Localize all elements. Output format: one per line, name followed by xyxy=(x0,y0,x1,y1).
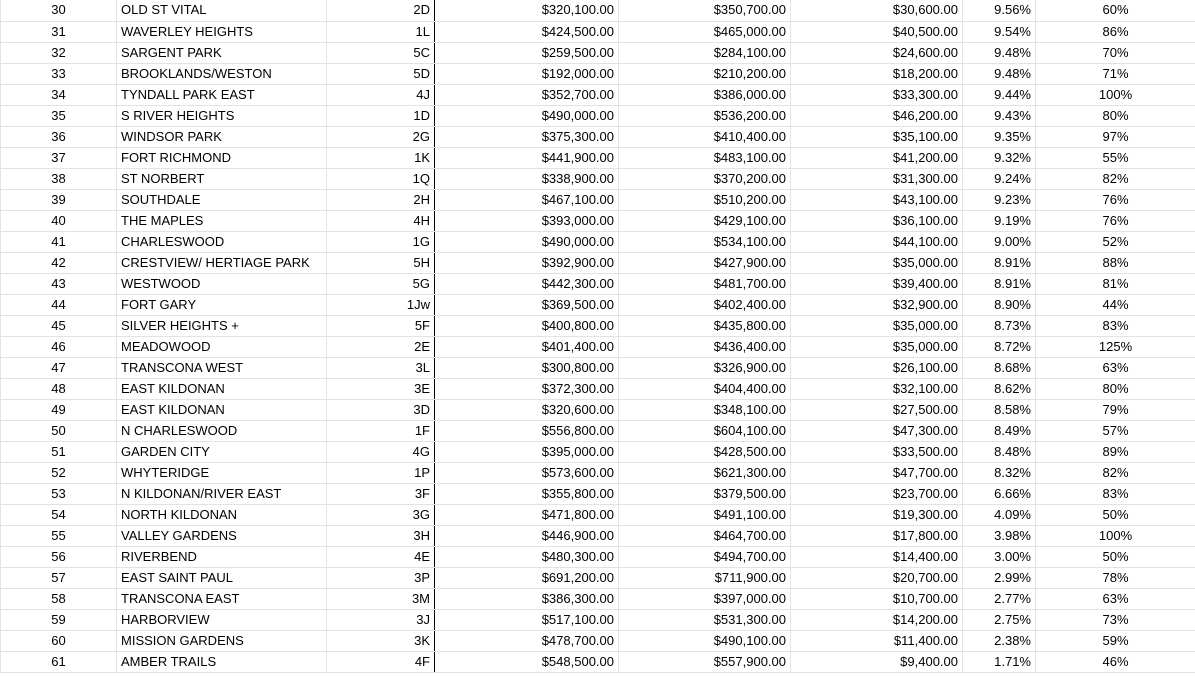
table-row xyxy=(1,294,1195,315)
table-row xyxy=(1,147,1195,168)
neighbourhood-cell[interactable]: THE MAPLES xyxy=(117,210,327,231)
area-code-cell[interactable]: 5G xyxy=(327,273,435,294)
change-amount-cell[interactable]: $35,000.00 xyxy=(791,252,963,273)
neighbourhood-cell[interactable]: WINDSOR PARK xyxy=(117,126,327,147)
area-code-cell[interactable]: 5F xyxy=(327,315,435,336)
neighbourhood-cell[interactable]: TRANSCONA EAST xyxy=(117,588,327,609)
ratio-cell[interactable]: 80% xyxy=(1036,105,1195,126)
previous-value-cell[interactable]: $691,200.00 xyxy=(435,567,619,588)
previous-value-cell[interactable]: $400,800.00 xyxy=(435,315,619,336)
change-percent-cell[interactable]: 2.99% xyxy=(963,567,1036,588)
table-row xyxy=(1,609,1195,630)
rank-cell[interactable]: 50 xyxy=(1,420,117,441)
area-code-cell[interactable]: 1G xyxy=(327,231,435,252)
rank-cell[interactable]: 45 xyxy=(1,315,117,336)
change-amount-cell[interactable]: $31,300.00 xyxy=(791,168,963,189)
area-code-cell[interactable]: 4G xyxy=(327,441,435,462)
current-value-cell[interactable]: $534,100.00 xyxy=(619,231,791,252)
ratio-cell[interactable]: 86% xyxy=(1036,21,1195,42)
area-code-cell[interactable]: 3G xyxy=(327,504,435,525)
area-code-cell[interactable]: 3P xyxy=(327,567,435,588)
current-value-cell[interactable]: $427,900.00 xyxy=(619,252,791,273)
change-amount-cell[interactable]: $20,700.00 xyxy=(791,567,963,588)
current-value-cell[interactable]: $536,200.00 xyxy=(619,105,791,126)
previous-value-cell[interactable]: $446,900.00 xyxy=(435,525,619,546)
change-amount-cell[interactable]: $19,300.00 xyxy=(791,504,963,525)
change-amount-cell[interactable]: $14,200.00 xyxy=(791,609,963,630)
previous-value-cell[interactable]: $490,000.00 xyxy=(435,105,619,126)
change-percent-cell[interactable]: 8.62% xyxy=(963,378,1036,399)
rank-cell[interactable]: 44 xyxy=(1,294,117,315)
current-value-cell[interactable]: $510,200.00 xyxy=(619,189,791,210)
change-amount-cell[interactable]: $36,100.00 xyxy=(791,210,963,231)
area-code-cell[interactable]: 1L xyxy=(327,21,435,42)
change-percent-cell[interactable]: 9.43% xyxy=(963,105,1036,126)
previous-value-cell[interactable]: $467,100.00 xyxy=(435,189,619,210)
area-code-cell[interactable]: 1F xyxy=(327,420,435,441)
area-code-cell[interactable]: 1D xyxy=(327,105,435,126)
current-value-cell[interactable]: $464,700.00 xyxy=(619,525,791,546)
previous-value-cell[interactable]: $386,300.00 xyxy=(435,588,619,609)
table-row xyxy=(1,630,1195,651)
area-code-cell[interactable]: 5H xyxy=(327,252,435,273)
change-amount-cell[interactable]: $32,100.00 xyxy=(791,378,963,399)
change-percent-cell[interactable]: 9.44% xyxy=(963,84,1036,105)
area-code-cell[interactable]: 2E xyxy=(327,336,435,357)
table-row xyxy=(1,357,1195,378)
previous-value-cell[interactable]: $490,000.00 xyxy=(435,231,619,252)
rank-cell[interactable]: 49 xyxy=(1,399,117,420)
change-amount-cell[interactable]: $24,600.00 xyxy=(791,42,963,63)
change-amount-cell[interactable]: $39,400.00 xyxy=(791,273,963,294)
rank-cell[interactable]: 42 xyxy=(1,252,117,273)
change-percent-cell[interactable]: 8.90% xyxy=(963,294,1036,315)
current-value-cell[interactable]: $348,100.00 xyxy=(619,399,791,420)
table-row xyxy=(1,63,1195,84)
ratio-cell[interactable]: 100% xyxy=(1036,84,1195,105)
ratio-cell[interactable]: 59% xyxy=(1036,630,1195,651)
area-code-cell[interactable]: 3E xyxy=(327,378,435,399)
change-amount-cell[interactable]: $26,100.00 xyxy=(791,357,963,378)
table-row xyxy=(1,105,1195,126)
rank-cell[interactable]: 31 xyxy=(1,21,117,42)
change-amount-cell[interactable]: $17,800.00 xyxy=(791,525,963,546)
ratio-cell[interactable]: 50% xyxy=(1036,504,1195,525)
change-percent-cell[interactable]: 8.91% xyxy=(963,273,1036,294)
ratio-cell[interactable]: 71% xyxy=(1036,63,1195,84)
neighbourhood-cell[interactable]: FORT RICHMOND xyxy=(117,147,327,168)
current-value-cell[interactable]: $494,700.00 xyxy=(619,546,791,567)
current-value-cell[interactable]: $621,300.00 xyxy=(619,462,791,483)
ratio-cell[interactable]: 89% xyxy=(1036,441,1195,462)
rank-cell[interactable]: 46 xyxy=(1,336,117,357)
change-amount-cell[interactable]: $46,200.00 xyxy=(791,105,963,126)
table-row xyxy=(1,273,1195,294)
current-value-cell[interactable]: $711,900.00 xyxy=(619,567,791,588)
ratio-cell[interactable]: 60% xyxy=(1036,0,1195,21)
area-code-cell[interactable]: 4J xyxy=(327,84,435,105)
current-value-cell[interactable]: $370,200.00 xyxy=(619,168,791,189)
ratio-cell[interactable]: 70% xyxy=(1036,42,1195,63)
rank-cell[interactable]: 30 xyxy=(1,0,117,21)
rank-cell[interactable]: 33 xyxy=(1,63,117,84)
change-percent-cell[interactable]: 3.00% xyxy=(963,546,1036,567)
previous-value-cell[interactable]: $517,100.00 xyxy=(435,609,619,630)
change-amount-cell[interactable]: $14,400.00 xyxy=(791,546,963,567)
neighbourhood-cell[interactable]: BROOKLANDS/WESTON xyxy=(117,63,327,84)
current-value-cell[interactable]: $326,900.00 xyxy=(619,357,791,378)
change-percent-cell[interactable]: 9.56% xyxy=(963,0,1036,21)
change-amount-cell[interactable]: $9,400.00 xyxy=(791,651,963,672)
previous-value-cell[interactable]: $355,800.00 xyxy=(435,483,619,504)
rank-cell[interactable]: 59 xyxy=(1,609,117,630)
change-amount-cell[interactable]: $18,200.00 xyxy=(791,63,963,84)
ratio-cell[interactable]: 82% xyxy=(1036,168,1195,189)
table-row xyxy=(1,399,1195,420)
change-percent-cell[interactable]: 2.38% xyxy=(963,630,1036,651)
table-row xyxy=(1,420,1195,441)
neighbourhood-cell[interactable]: SOUTHDALE xyxy=(117,189,327,210)
area-code-cell[interactable]: 1Jw xyxy=(327,294,435,315)
ratio-cell[interactable]: 55% xyxy=(1036,147,1195,168)
previous-value-cell[interactable]: $478,700.00 xyxy=(435,630,619,651)
area-code-cell[interactable]: 4H xyxy=(327,210,435,231)
change-percent-cell[interactable]: 8.58% xyxy=(963,399,1036,420)
change-percent-cell[interactable]: 8.68% xyxy=(963,357,1036,378)
change-percent-cell[interactable]: 9.32% xyxy=(963,147,1036,168)
neighbourhood-cell[interactable]: WHYTERIDGE xyxy=(117,462,327,483)
neighbourhood-cell[interactable]: FORT GARY xyxy=(117,294,327,315)
rank-cell[interactable]: 54 xyxy=(1,504,117,525)
rank-cell[interactable]: 56 xyxy=(1,546,117,567)
table-row xyxy=(1,546,1195,567)
ratio-cell[interactable]: 80% xyxy=(1036,378,1195,399)
table-row xyxy=(1,441,1195,462)
change-percent-cell[interactable]: 9.23% xyxy=(963,189,1036,210)
change-percent-cell[interactable]: 9.35% xyxy=(963,126,1036,147)
change-amount-cell[interactable]: $32,900.00 xyxy=(791,294,963,315)
change-percent-cell[interactable]: 9.24% xyxy=(963,168,1036,189)
previous-value-cell[interactable]: $573,600.00 xyxy=(435,462,619,483)
change-percent-cell[interactable]: 6.66% xyxy=(963,483,1036,504)
current-value-cell[interactable]: $386,000.00 xyxy=(619,84,791,105)
neighbourhood-cell[interactable]: NORTH KILDONAN xyxy=(117,504,327,525)
table-row xyxy=(1,504,1195,525)
current-value-cell[interactable]: $410,400.00 xyxy=(619,126,791,147)
rank-cell[interactable]: 51 xyxy=(1,441,117,462)
rank-cell[interactable]: 40 xyxy=(1,210,117,231)
current-value-cell[interactable]: $483,100.00 xyxy=(619,147,791,168)
table-row xyxy=(1,84,1195,105)
table-row xyxy=(1,189,1195,210)
table-row xyxy=(1,336,1195,357)
area-code-cell[interactable]: 3H xyxy=(327,525,435,546)
table-row xyxy=(1,126,1195,147)
neighbourhood-cell[interactable]: EAST KILDONAN xyxy=(117,399,327,420)
change-amount-cell[interactable]: $43,100.00 xyxy=(791,189,963,210)
change-percent-cell[interactable]: 3.98% xyxy=(963,525,1036,546)
change-amount-cell[interactable]: $47,700.00 xyxy=(791,462,963,483)
neighbourhood-cell[interactable]: TYNDALL PARK EAST xyxy=(117,84,327,105)
previous-value-cell[interactable]: $556,800.00 xyxy=(435,420,619,441)
rank-cell[interactable]: 37 xyxy=(1,147,117,168)
table-row xyxy=(1,567,1195,588)
table-row xyxy=(1,525,1195,546)
table-row xyxy=(1,168,1195,189)
previous-value-cell[interactable]: $441,900.00 xyxy=(435,147,619,168)
neighbourhood-cell[interactable]: AMBER TRAILS xyxy=(117,651,327,672)
rank-cell[interactable]: 32 xyxy=(1,42,117,63)
rank-cell[interactable]: 61 xyxy=(1,651,117,672)
ratio-cell[interactable]: 57% xyxy=(1036,420,1195,441)
rank-cell[interactable]: 41 xyxy=(1,231,117,252)
ratio-cell[interactable]: 73% xyxy=(1036,609,1195,630)
rank-cell[interactable]: 57 xyxy=(1,567,117,588)
area-code-cell[interactable]: 3K xyxy=(327,630,435,651)
area-code-cell[interactable]: 3J xyxy=(327,609,435,630)
rank-cell[interactable]: 39 xyxy=(1,189,117,210)
change-amount-cell[interactable]: $33,300.00 xyxy=(791,84,963,105)
previous-value-cell[interactable]: $395,000.00 xyxy=(435,441,619,462)
change-amount-cell[interactable]: $40,500.00 xyxy=(791,21,963,42)
rank-cell[interactable]: 48 xyxy=(1,378,117,399)
ratio-cell[interactable]: 97% xyxy=(1036,126,1195,147)
ratio-cell[interactable]: 52% xyxy=(1036,231,1195,252)
change-percent-cell[interactable]: 9.19% xyxy=(963,210,1036,231)
change-amount-cell[interactable]: $11,400.00 xyxy=(791,630,963,651)
ratio-cell[interactable]: 83% xyxy=(1036,315,1195,336)
current-value-cell[interactable]: $210,200.00 xyxy=(619,63,791,84)
area-code-cell[interactable]: 2G xyxy=(327,126,435,147)
area-code-cell[interactable]: 4F xyxy=(327,651,435,672)
previous-value-cell[interactable]: $352,700.00 xyxy=(435,84,619,105)
ratio-cell[interactable]: 76% xyxy=(1036,189,1195,210)
previous-value-cell[interactable]: $480,300.00 xyxy=(435,546,619,567)
rank-cell[interactable]: 47 xyxy=(1,357,117,378)
neighbourhood-cell[interactable]: GARDEN CITY xyxy=(117,441,327,462)
change-amount-cell[interactable]: $27,500.00 xyxy=(791,399,963,420)
current-value-cell[interactable]: $397,000.00 xyxy=(619,588,791,609)
current-value-cell[interactable]: $435,800.00 xyxy=(619,315,791,336)
change-percent-cell[interactable]: 4.09% xyxy=(963,504,1036,525)
rank-cell[interactable]: 43 xyxy=(1,273,117,294)
change-amount-cell[interactable]: $44,100.00 xyxy=(791,231,963,252)
rank-cell[interactable]: 52 xyxy=(1,462,117,483)
change-percent-cell[interactable]: 8.48% xyxy=(963,441,1036,462)
area-code-cell[interactable]: 1Q xyxy=(327,168,435,189)
table-row xyxy=(1,483,1195,504)
neighbourhood-cell[interactable]: ST NORBERT xyxy=(117,168,327,189)
ratio-cell[interactable]: 88% xyxy=(1036,252,1195,273)
previous-value-cell[interactable]: $442,300.00 xyxy=(435,273,619,294)
neighbourhood-cell[interactable]: HARBORVIEW xyxy=(117,609,327,630)
current-value-cell[interactable]: $436,400.00 xyxy=(619,336,791,357)
rank-cell[interactable]: 38 xyxy=(1,168,117,189)
neighbourhood-cell[interactable]: OLD ST VITAL xyxy=(117,0,327,21)
area-code-cell[interactable]: 5D xyxy=(327,63,435,84)
change-amount-cell[interactable]: $30,600.00 xyxy=(791,0,963,21)
ratio-cell[interactable]: 82% xyxy=(1036,462,1195,483)
previous-value-cell[interactable]: $372,300.00 xyxy=(435,378,619,399)
table-row xyxy=(1,42,1195,63)
change-amount-cell[interactable]: $41,200.00 xyxy=(791,147,963,168)
table-row xyxy=(1,315,1195,336)
ratio-cell[interactable]: 81% xyxy=(1036,273,1195,294)
change-amount-cell[interactable]: $10,700.00 xyxy=(791,588,963,609)
change-percent-cell[interactable]: 8.49% xyxy=(963,420,1036,441)
previous-value-cell[interactable]: $338,900.00 xyxy=(435,168,619,189)
previous-value-cell[interactable]: $320,600.00 xyxy=(435,399,619,420)
current-value-cell[interactable]: $379,500.00 xyxy=(619,483,791,504)
ratio-cell[interactable]: 79% xyxy=(1036,399,1195,420)
current-value-cell[interactable]: $284,100.00 xyxy=(619,42,791,63)
previous-value-cell[interactable]: $471,800.00 xyxy=(435,504,619,525)
current-value-cell[interactable]: $481,700.00 xyxy=(619,273,791,294)
table-row xyxy=(1,378,1195,399)
neighbourhood-cell[interactable]: SILVER HEIGHTS + xyxy=(117,315,327,336)
neighbourhood-cell[interactable]: WAVERLEY HEIGHTS xyxy=(117,21,327,42)
ratio-cell[interactable]: 50% xyxy=(1036,546,1195,567)
ratio-cell[interactable]: 63% xyxy=(1036,357,1195,378)
change-percent-cell[interactable]: 9.54% xyxy=(963,21,1036,42)
previous-value-cell[interactable]: $320,100.00 xyxy=(435,0,619,21)
neighbourhood-cell[interactable]: VALLEY GARDENS xyxy=(117,525,327,546)
current-value-cell[interactable]: $491,100.00 xyxy=(619,504,791,525)
current-value-cell[interactable]: $531,300.00 xyxy=(619,609,791,630)
neighbourhood-cell[interactable]: WESTWOOD xyxy=(117,273,327,294)
neighbourhood-cell[interactable]: N KILDONAN/RIVER EAST xyxy=(117,483,327,504)
change-percent-cell[interactable]: 9.48% xyxy=(963,63,1036,84)
area-code-cell[interactable]: 5C xyxy=(327,42,435,63)
current-value-cell[interactable]: $429,100.00 xyxy=(619,210,791,231)
area-code-cell[interactable]: 3M xyxy=(327,588,435,609)
previous-value-cell[interactable]: $192,000.00 xyxy=(435,63,619,84)
current-value-cell[interactable]: $404,400.00 xyxy=(619,378,791,399)
table-row xyxy=(1,462,1195,483)
current-value-cell[interactable]: $428,500.00 xyxy=(619,441,791,462)
rank-cell[interactable]: 36 xyxy=(1,126,117,147)
rank-cell[interactable]: 35 xyxy=(1,105,117,126)
ratio-cell[interactable]: 76% xyxy=(1036,210,1195,231)
neighbourhood-cell[interactable]: SARGENT PARK xyxy=(117,42,327,63)
neighbourhood-cell[interactable]: N CHARLESWOOD xyxy=(117,420,327,441)
area-code-cell[interactable]: 1P xyxy=(327,462,435,483)
neighbourhood-cell[interactable]: CRESTVIEW/ HERTIAGE PARK xyxy=(117,252,327,273)
table-row xyxy=(1,252,1195,273)
area-code-cell[interactable]: 3L xyxy=(327,357,435,378)
table-row xyxy=(1,588,1195,609)
neighbourhood-cell[interactable]: MISSION GARDENS xyxy=(117,630,327,651)
neighbourhood-cell[interactable]: RIVERBEND xyxy=(117,546,327,567)
neighbourhood-cell[interactable]: EAST KILDONAN xyxy=(117,378,327,399)
rank-cell[interactable]: 34 xyxy=(1,84,117,105)
previous-value-cell[interactable]: $392,900.00 xyxy=(435,252,619,273)
ratio-cell[interactable]: 44% xyxy=(1036,294,1195,315)
area-code-cell[interactable]: 3F xyxy=(327,483,435,504)
ratio-cell[interactable]: 100% xyxy=(1036,525,1195,546)
neighbourhood-cell[interactable]: CHARLESWOOD xyxy=(117,231,327,252)
area-code-cell[interactable]: 1K xyxy=(327,147,435,168)
rank-cell[interactable]: 53 xyxy=(1,483,117,504)
ratio-cell[interactable]: 46% xyxy=(1036,651,1195,672)
neighbourhood-cell[interactable]: EAST SAINT PAUL xyxy=(117,567,327,588)
area-code-cell[interactable]: 3D xyxy=(327,399,435,420)
current-value-cell[interactable]: $490,100.00 xyxy=(619,630,791,651)
rank-cell[interactable]: 58 xyxy=(1,588,117,609)
neighbourhood-cell[interactable]: TRANSCONA WEST xyxy=(117,357,327,378)
ratio-cell[interactable]: 83% xyxy=(1036,483,1195,504)
change-percent-cell[interactable]: 8.32% xyxy=(963,462,1036,483)
previous-value-cell[interactable]: $259,500.00 xyxy=(435,42,619,63)
change-percent-cell[interactable]: 2.75% xyxy=(963,609,1036,630)
area-code-cell[interactable]: 2H xyxy=(327,189,435,210)
change-percent-cell[interactable]: 8.72% xyxy=(963,336,1036,357)
ratio-cell[interactable]: 63% xyxy=(1036,588,1195,609)
ratio-cell[interactable]: 125% xyxy=(1036,336,1195,357)
previous-value-cell[interactable]: $300,800.00 xyxy=(435,357,619,378)
change-amount-cell[interactable]: $35,000.00 xyxy=(791,315,963,336)
area-code-cell[interactable]: 2D xyxy=(327,0,435,21)
table-row xyxy=(1,0,1195,21)
change-percent-cell[interactable]: 9.00% xyxy=(963,231,1036,252)
table-row xyxy=(1,21,1195,42)
table-row xyxy=(1,210,1195,231)
current-value-cell[interactable]: $604,100.00 xyxy=(619,420,791,441)
previous-value-cell[interactable]: $401,400.00 xyxy=(435,336,619,357)
current-value-cell[interactable]: $557,900.00 xyxy=(619,651,791,672)
change-amount-cell[interactable]: $47,300.00 xyxy=(791,420,963,441)
change-percent-cell[interactable]: 9.48% xyxy=(963,42,1036,63)
change-percent-cell[interactable]: 2.77% xyxy=(963,588,1036,609)
current-value-cell[interactable]: $465,000.00 xyxy=(619,21,791,42)
ratio-cell[interactable]: 78% xyxy=(1036,567,1195,588)
current-value-cell[interactable]: $350,700.00 xyxy=(619,0,791,21)
change-amount-cell[interactable]: $35,000.00 xyxy=(791,336,963,357)
change-amount-cell[interactable]: $33,500.00 xyxy=(791,441,963,462)
area-code-cell[interactable]: 4E xyxy=(327,546,435,567)
change-amount-cell[interactable]: $35,100.00 xyxy=(791,126,963,147)
neighbourhood-cell[interactable]: S RIVER HEIGHTS xyxy=(117,105,327,126)
previous-value-cell[interactable]: $393,000.00 xyxy=(435,210,619,231)
rank-cell[interactable]: 55 xyxy=(1,525,117,546)
change-percent-cell[interactable]: 1.71% xyxy=(963,651,1036,672)
previous-value-cell[interactable]: $548,500.00 xyxy=(435,651,619,672)
change-percent-cell[interactable]: 8.73% xyxy=(963,315,1036,336)
previous-value-cell[interactable]: $369,500.00 xyxy=(435,294,619,315)
previous-value-cell[interactable]: $424,500.00 xyxy=(435,21,619,42)
neighbourhood-cell[interactable]: MEADOWOOD xyxy=(117,336,327,357)
table-row xyxy=(1,651,1195,672)
change-percent-cell[interactable]: 8.91% xyxy=(963,252,1036,273)
rank-cell[interactable]: 60 xyxy=(1,630,117,651)
change-amount-cell[interactable]: $23,700.00 xyxy=(791,483,963,504)
table-row xyxy=(1,231,1195,252)
current-value-cell[interactable]: $402,400.00 xyxy=(619,294,791,315)
previous-value-cell[interactable]: $375,300.00 xyxy=(435,126,619,147)
